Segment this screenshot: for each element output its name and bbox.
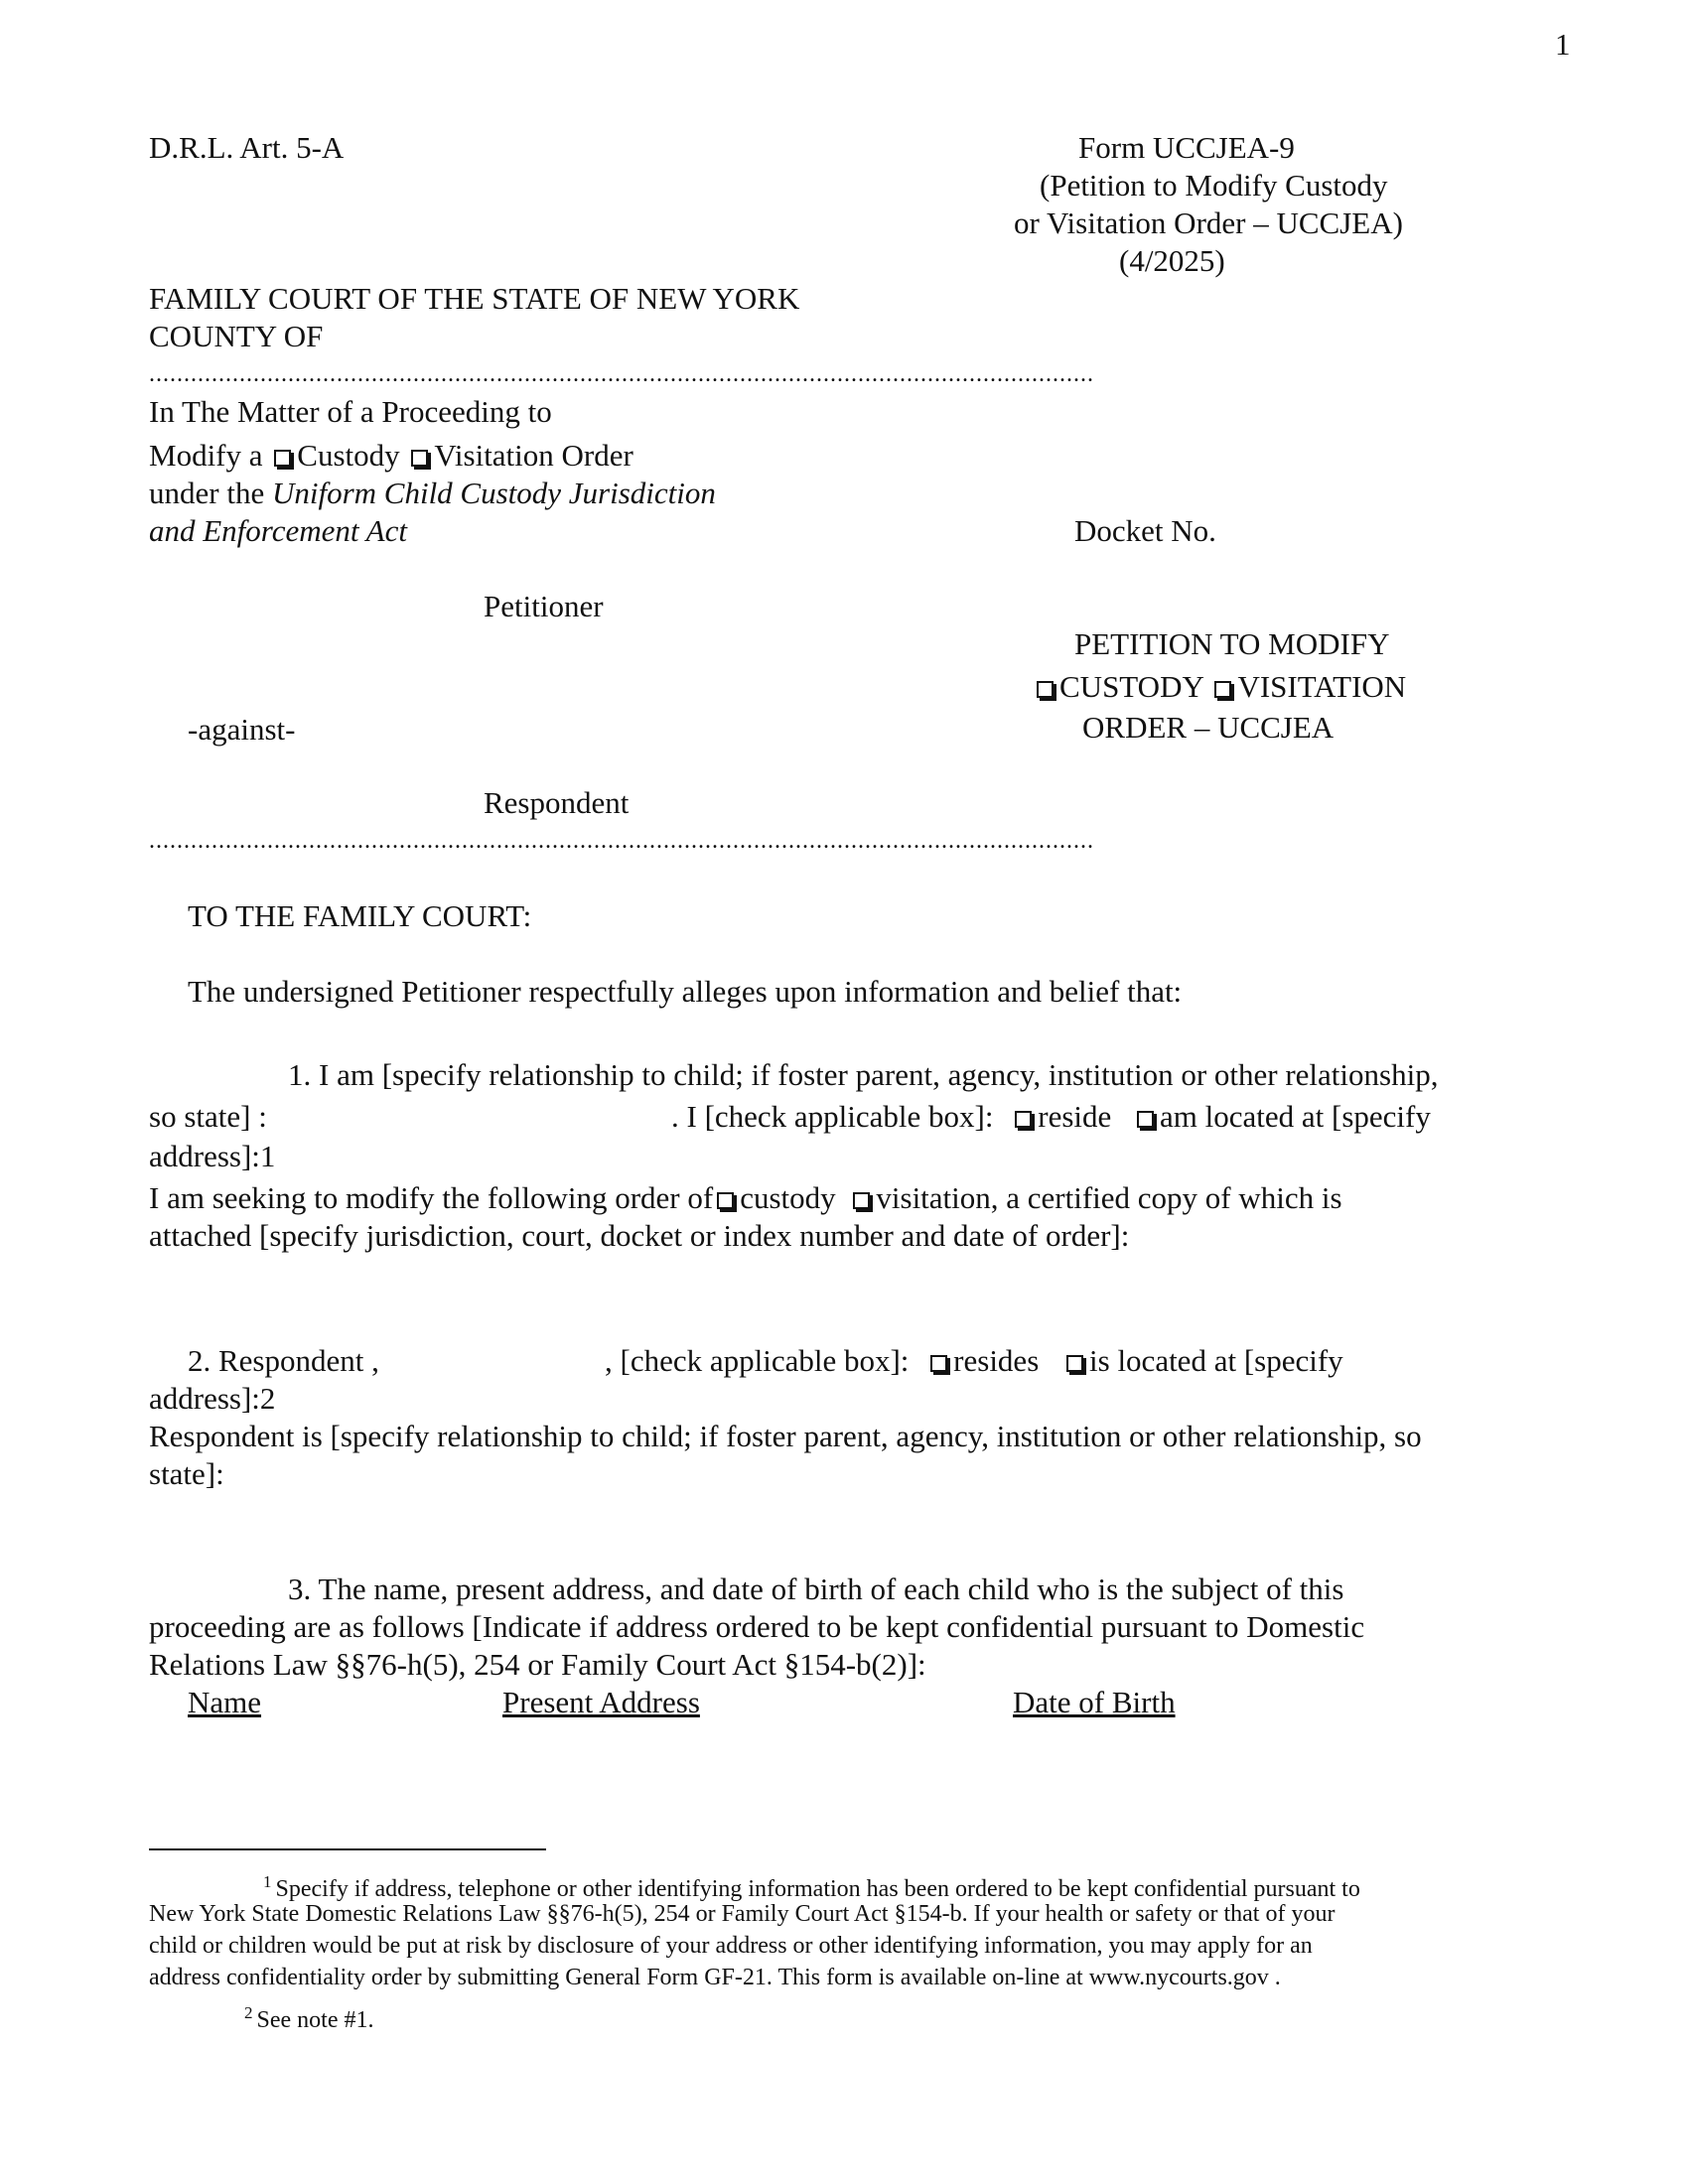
resides-label: resides bbox=[953, 1343, 1040, 1378]
column-header-date-of-birth: Date of Birth bbox=[1013, 1685, 1176, 1719]
reside-checkbox[interactable] bbox=[1015, 1111, 1032, 1128]
footnote1-text-line1: Specify if address, telephone or other identifying information has been ordered to be kept confidential pursuant to bbox=[275, 1876, 1360, 1902]
paragraph3-line3: Relations Law §§76-h(5), 254 or Family Court Act §154-b(2)]: bbox=[149, 1647, 926, 1682]
paragraph1-line2a: so state] : bbox=[149, 1099, 267, 1134]
located-label: am located at [specify bbox=[1160, 1099, 1431, 1134]
against-label: -against- bbox=[188, 712, 296, 747]
paragraph2-line4: state]: bbox=[149, 1456, 224, 1491]
caption-bottom-dotted-line: ........................................................................................................................................ bbox=[149, 828, 1094, 854]
footnote1-line2: New York State Domestic Relations Law §§76-h(5), 254 or Family Court Act §154-b. If your health or safety or that of your bbox=[149, 1901, 1336, 1927]
respondent-check-text: , [check applicable box]: bbox=[605, 1343, 910, 1378]
form-date: (4/2025) bbox=[1119, 243, 1225, 278]
title-visitation-label: VISITATION bbox=[1237, 669, 1407, 704]
modify-prefix: Modify a bbox=[149, 438, 263, 473]
title-visitation-checkbox[interactable] bbox=[1214, 681, 1231, 698]
title-custody-checkbox[interactable] bbox=[1037, 681, 1054, 698]
petition-title-line1: PETITION TO MODIFY bbox=[1074, 626, 1390, 661]
intro-allegation: The undersigned Petitioner respectfully alleges upon information and belief that: bbox=[188, 974, 1183, 1009]
custody-option-label: Custody bbox=[297, 438, 400, 473]
statute-reference: D.R.L. Art. 5-A bbox=[149, 130, 345, 165]
paragraph1-line5: attached [specify jurisdiction, court, docket or index number and date of order]: bbox=[149, 1218, 1130, 1253]
column-header-present-address: Present Address bbox=[502, 1685, 700, 1719]
paragraph1-line3: address]:1 bbox=[149, 1139, 276, 1173]
custody-checkbox[interactable] bbox=[274, 450, 291, 467]
respondent-located-label: is located at [specify bbox=[1089, 1343, 1343, 1378]
resides-checkbox[interactable] bbox=[930, 1355, 947, 1372]
salutation: TO THE FAMILY COURT: bbox=[188, 898, 532, 933]
page-number: 1 bbox=[1555, 27, 1571, 62]
petition-title-line3: ORDER – UCCJEA bbox=[1082, 710, 1335, 745]
petitioner-label: Petitioner bbox=[484, 589, 604, 623]
footnote-separator bbox=[149, 1848, 546, 1850]
footnote2-mark: 2 bbox=[244, 2003, 253, 2022]
docket-number-label: Docket No. bbox=[1074, 513, 1216, 548]
form-description-line1: (Petition to Modify Custody bbox=[1040, 168, 1388, 203]
respondent-label: Respondent bbox=[484, 785, 630, 820]
paragraph1-line4 bbox=[149, 1179, 1342, 1217]
court-name: FAMILY COURT OF THE STATE OF NEW YORK bbox=[149, 281, 800, 316]
seeking-modify-text: I am seeking to modify the following order of bbox=[149, 1180, 714, 1215]
act-name-part2: and Enforcement Act bbox=[149, 513, 407, 548]
paragraph2-line1a: 2. Respondent , bbox=[188, 1343, 379, 1378]
footnote1-line3: child or children would be put at risk by disclosure of your address or other identifying information, you may apply for an bbox=[149, 1933, 1313, 1959]
paragraph3-line2: proceeding are as follows [Indicate if address ordered to be kept confidential pursuant to Domestic bbox=[149, 1609, 1365, 1644]
caption-top-dotted-line: ........................................................................................................................................ bbox=[149, 361, 1094, 387]
county-label: COUNTY OF bbox=[149, 319, 324, 353]
paragraph2-line1b bbox=[605, 1342, 1343, 1380]
matter-line: In The Matter of a Proceeding to bbox=[149, 394, 552, 429]
order-visitation-checkbox[interactable] bbox=[853, 1192, 870, 1209]
modify-line bbox=[149, 437, 633, 475]
footnote2 bbox=[244, 1997, 373, 2036]
paragraph2-line2: address]:2 bbox=[149, 1381, 276, 1416]
form-id: Form UCCJEA-9 bbox=[1078, 130, 1295, 165]
column-header-name: Name bbox=[188, 1685, 262, 1719]
form-description-line2: or Visitation Order – UCCJEA) bbox=[1014, 205, 1403, 240]
paragraph1-line1: 1. I am [specify relationship to child; if foster parent, agency, institution or other relationship, bbox=[288, 1057, 1439, 1092]
visitation-checkbox[interactable] bbox=[411, 450, 428, 467]
act-name-part1: Uniform Child Custody Jurisdiction bbox=[271, 476, 716, 510]
order-custody-checkbox[interactable] bbox=[717, 1192, 734, 1209]
order-custody-label: custody bbox=[740, 1180, 836, 1215]
check-applicable-text: . I [check applicable box]: bbox=[671, 1099, 994, 1134]
paragraph1-line2b bbox=[671, 1098, 1431, 1136]
respondent-located-checkbox[interactable] bbox=[1066, 1355, 1083, 1372]
paragraph3-line1: 3. The name, present address, and date of birth of each child who is the subject of this bbox=[288, 1571, 1344, 1606]
order-visitation-label: visitation, a certified copy of which is bbox=[876, 1180, 1342, 1215]
footnote1-mark: 1 bbox=[263, 1872, 272, 1891]
visitation-option-label: Visitation Order bbox=[434, 438, 633, 473]
title-custody-label: CUSTODY bbox=[1059, 669, 1203, 704]
act-line1 bbox=[149, 475, 716, 512]
located-checkbox[interactable] bbox=[1137, 1111, 1154, 1128]
footnote2-text: See note #1. bbox=[256, 2007, 374, 2033]
footnote1-line4: address confidentiality order by submitting General Form GF-21. This form is available on-line at www.nycourts.gov . bbox=[149, 1965, 1281, 1990]
petition-title-line2 bbox=[1033, 668, 1406, 706]
under-the-text: under the bbox=[149, 476, 265, 510]
reside-label: reside bbox=[1038, 1099, 1112, 1134]
paragraph2-line3: Respondent is [specify relationship to child; if foster parent, agency, institution or other relationship, so bbox=[149, 1419, 1422, 1453]
